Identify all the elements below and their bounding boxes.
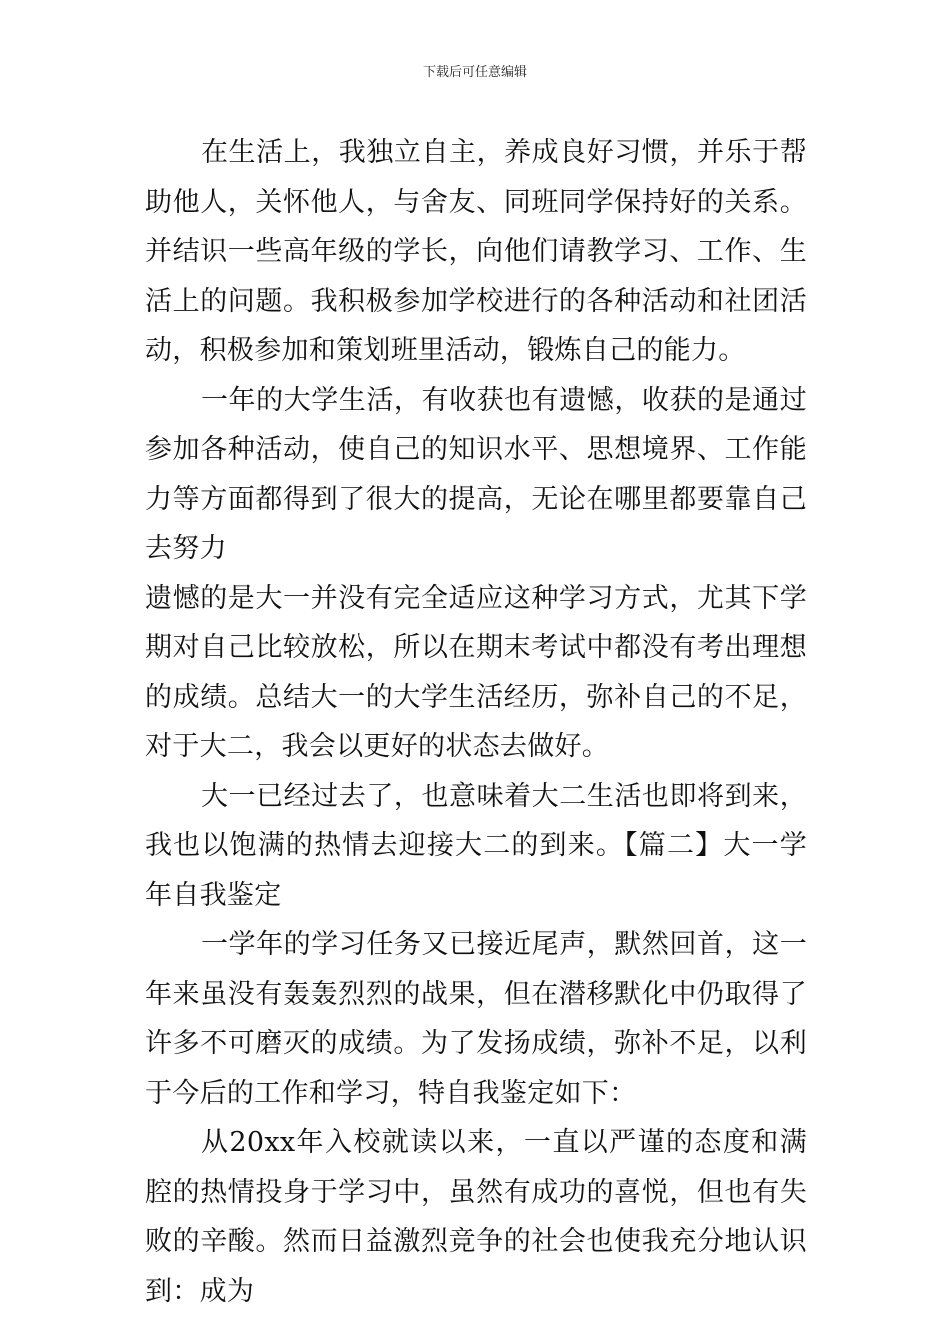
paragraph-year-review: 一学年的学习任务又已接近尾声，默然回首，这一年来虽没有轰轰烈烈的战果，但在潜移默化中仍取得了许多不可磨灭的成绩。为了发扬成绩，弥补不足，以利于今后的工作和学习，特自我鉴定如下： xyxy=(145,929,807,1109)
page-header: 下载后可任意编辑 xyxy=(422,65,527,80)
paragraph-sophomore: 大一已经过去了，也意味着大二生活也即将到来，我也以饱满的热情去迎接大二的到来。【篇二】大一学年自我鉴定 xyxy=(145,780,807,911)
paragraph-regret: 遗憾的是大一并没有完全适应这种学习方式，尤其下学期对自己比较放松，所以在期末考试中都没有考出理想的成绩。总结大一的大学生活经历，弥补自己的不足，对于大二，我会以更好的状态去做好。 xyxy=(145,582,807,762)
paragraph-harvest: 一年的大学生活，有收获也有遗憾，收获的是通过参加各种活动，使自己的知识水平、思想境界、工作能力等方面都得到了很大的提高，无论在哪里都要靠自己去努力 xyxy=(145,384,807,564)
document-body xyxy=(145,128,807,1316)
paragraph-since-enrollment: 从20xx年入校就读以来，一直以严谨的态度和满腔的热情投身于学习中，虽然有成功的喜悦，但也有失败的辛酸。然而日益激烈竞争的社会也使我充分地认识到：成为 xyxy=(145,1127,807,1307)
paragraph-life: 在生活上，我独立自主，养成良好习惯，并乐于帮助他人，关怀他人，与舍友、同班同学保持好的关系。并结识一些高年级的学长，向他们请教学习、工作、生活上的问题。我积极参加学校进行的各种活动和社团活动，积极参加和策划班里活动，锻炼自己的能力。 xyxy=(145,137,807,366)
